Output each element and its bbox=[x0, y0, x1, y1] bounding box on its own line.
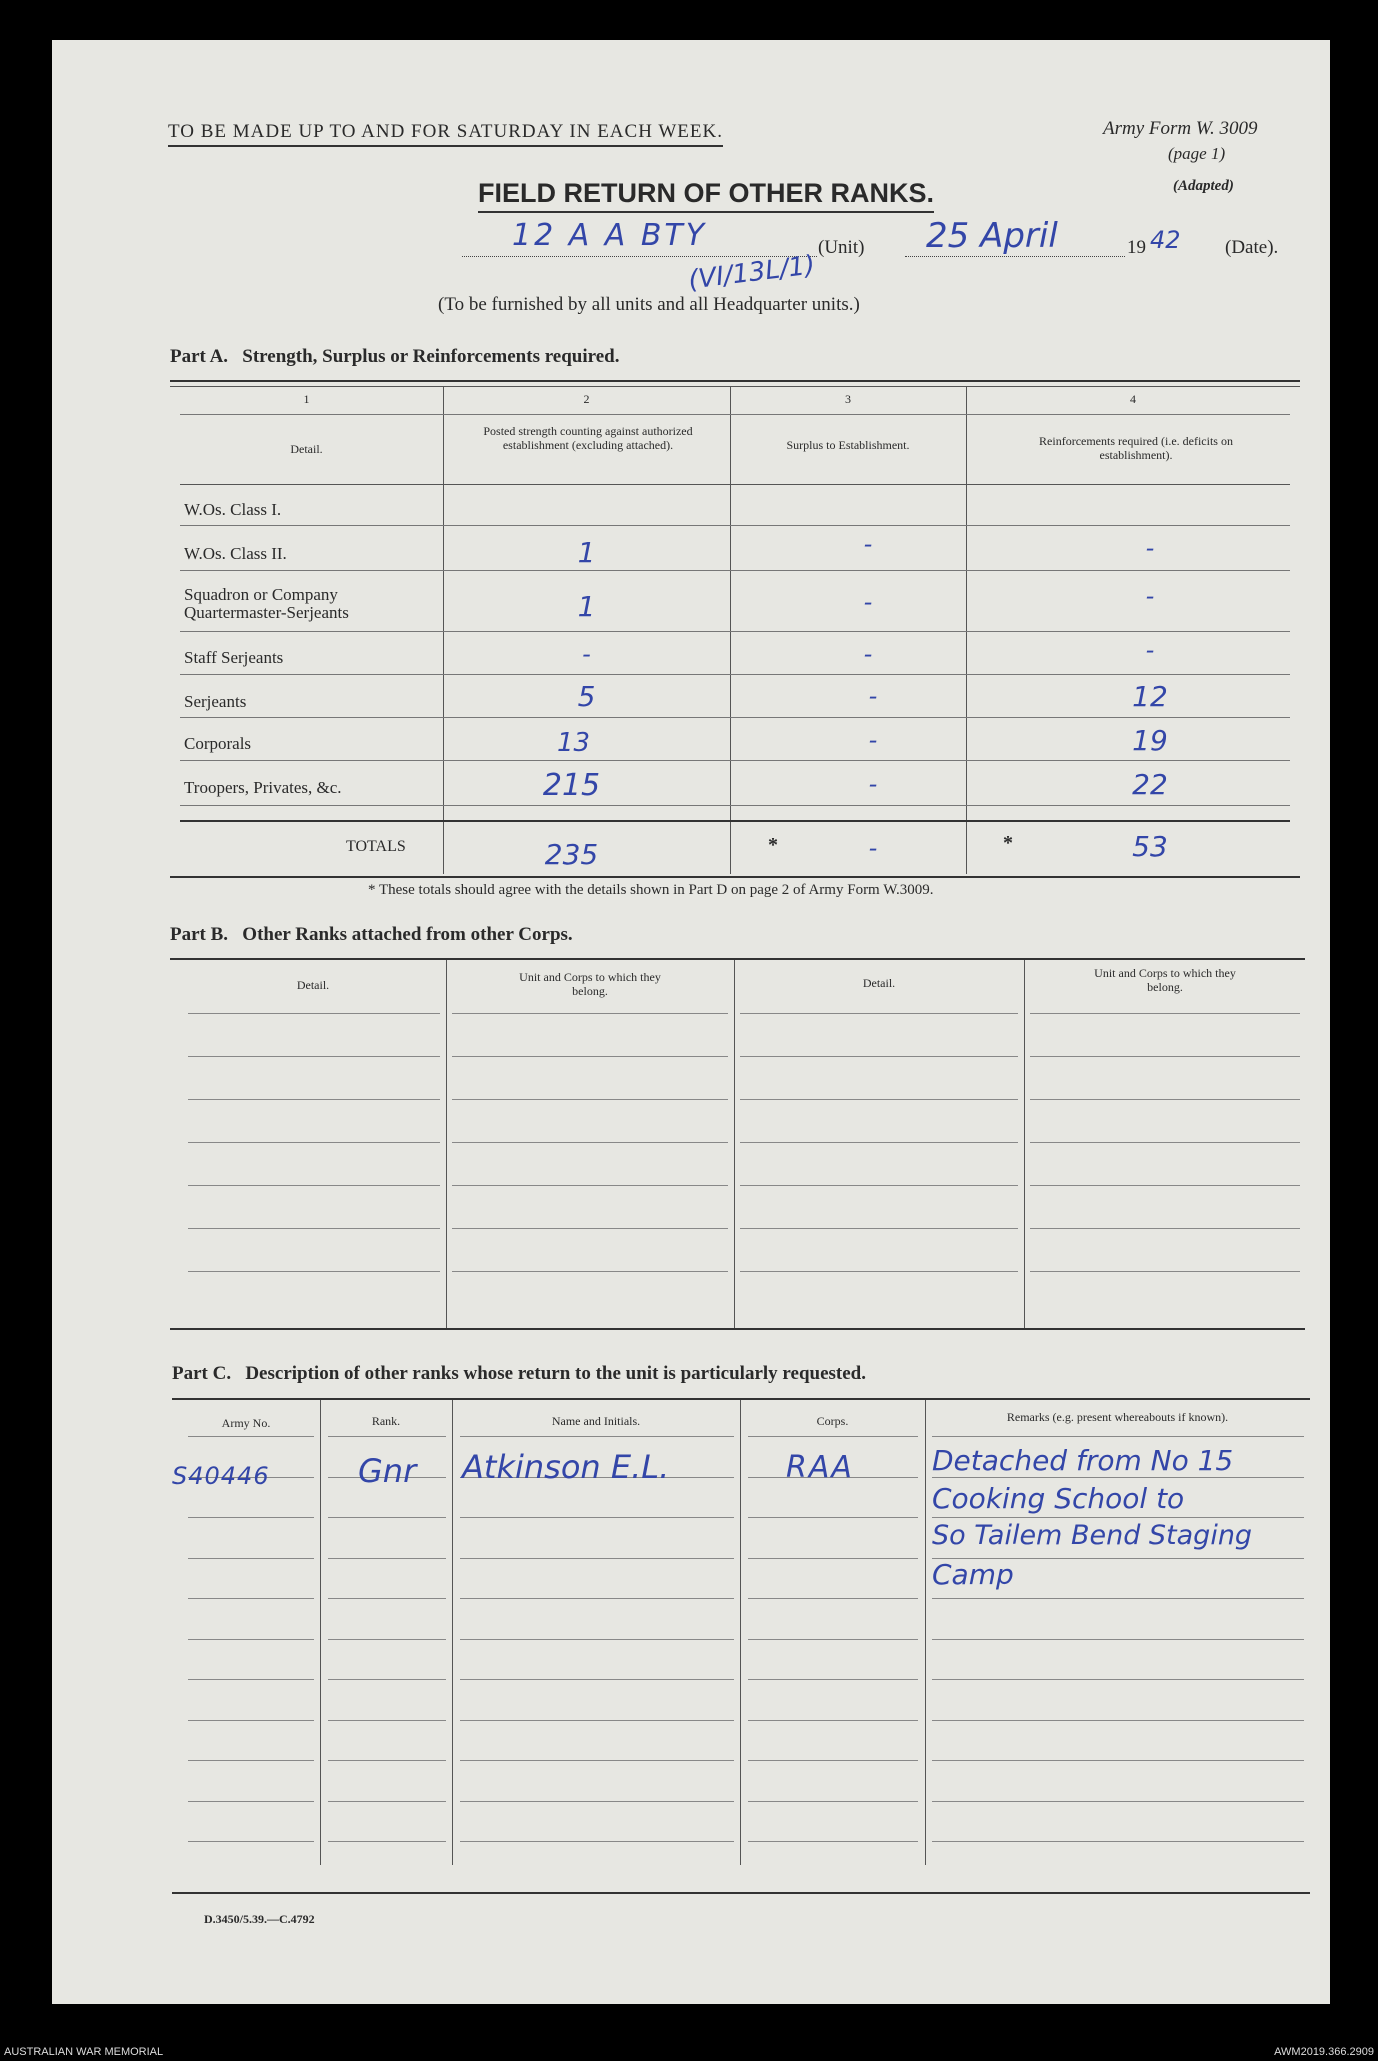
entry-rank: Gnr bbox=[358, 1452, 417, 1490]
reinf-cqms: - bbox=[1145, 582, 1155, 610]
entry-army-no: S40446 bbox=[172, 1462, 270, 1490]
ruled-line bbox=[188, 1142, 440, 1143]
part-c-col-div-3 bbox=[740, 1400, 741, 1865]
form-instruction: TO BE MADE UP TO AND FOR SATURDAY IN EACH WEEK. bbox=[168, 121, 723, 147]
entry-remarks-line-1: Detached from No 15 bbox=[932, 1444, 1234, 1477]
part-b-header-detail-1: Detail. bbox=[296, 978, 330, 992]
part-c-bottom-rule bbox=[172, 1892, 1310, 1894]
surplus-wo-class-2: - bbox=[863, 530, 873, 558]
form-paper bbox=[52, 40, 1330, 2004]
reinf-corporals: 19 bbox=[1132, 724, 1168, 757]
surplus-corporals: - bbox=[868, 726, 878, 754]
col-number-4: 4 bbox=[1130, 392, 1136, 406]
row-rule bbox=[180, 717, 1290, 718]
totals-surplus: - bbox=[868, 834, 878, 862]
adapted-note: (Adapted) bbox=[1173, 178, 1234, 194]
totals-asterisk-reinf: * bbox=[1003, 832, 1013, 854]
part-c-col-div-1 bbox=[320, 1400, 321, 1865]
ruled-line bbox=[932, 1639, 1304, 1640]
part-a-header-rule bbox=[180, 484, 1290, 485]
print-code: D.3450/5.39.—C.4792 bbox=[204, 1912, 315, 1926]
row-rule bbox=[180, 760, 1290, 761]
ruled-line bbox=[460, 1436, 734, 1437]
page-number: (page 1) bbox=[1168, 144, 1226, 163]
posted-troopers: 215 bbox=[542, 768, 601, 803]
ruled-line bbox=[460, 1720, 734, 1721]
row-label-cqms: Squadron or Company Quartermaster-Serjeants bbox=[184, 585, 349, 622]
ruled-line bbox=[748, 1558, 918, 1559]
ruled-line bbox=[452, 1142, 728, 1143]
ruled-line bbox=[328, 1517, 446, 1518]
row-label-wo-class-1: W.Os. Class I. bbox=[184, 500, 282, 519]
army-form-number: Army Form W. 3009 bbox=[1103, 118, 1258, 139]
posted-wo-class-2: 1 bbox=[577, 536, 596, 569]
part-b-bottom-rule bbox=[170, 1328, 1305, 1330]
ruled-line bbox=[460, 1801, 734, 1802]
row-label-troopers: Troopers, Privates, &c. bbox=[184, 778, 342, 797]
part-a-heading: Part A. Strength, Surplus or Reinforcements required. bbox=[170, 346, 620, 367]
col-header-reinforcements: Reinforcements required (i.e. deficits on establishment). bbox=[1039, 434, 1233, 462]
part-c-header-remarks: Remarks (e.g. present whereabouts if known). bbox=[1006, 1410, 1229, 1424]
ruled-line bbox=[932, 1517, 1304, 1518]
ruled-line bbox=[188, 1099, 440, 1100]
ruled-line bbox=[1030, 1228, 1300, 1229]
part-b-top-rule bbox=[170, 958, 1305, 960]
ruled-line bbox=[452, 1228, 728, 1229]
totals-top-rule bbox=[180, 820, 1290, 822]
part-a-col-div-3 bbox=[966, 386, 967, 874]
footer-right: AWM2019.366.2909 bbox=[1274, 2046, 1374, 2058]
ruled-line bbox=[328, 1760, 446, 1761]
ruled-line bbox=[932, 1841, 1304, 1842]
ruled-line bbox=[740, 1185, 1018, 1186]
part-b-header-unit-2: Unit and Corps to which they belong. bbox=[1094, 966, 1236, 994]
ruled-line bbox=[188, 1517, 314, 1518]
ruled-line bbox=[460, 1679, 734, 1680]
ruled-line bbox=[188, 1801, 314, 1802]
ruled-line bbox=[740, 1099, 1018, 1100]
year-prefix: 19 bbox=[1127, 237, 1146, 258]
form-title: FIELD RETURN OF OTHER RANKS. bbox=[478, 178, 934, 213]
ruled-line bbox=[1030, 1185, 1300, 1186]
ruled-line bbox=[460, 1558, 734, 1559]
part-c-header-rank: Rank. bbox=[371, 1414, 401, 1428]
ruled-line bbox=[748, 1598, 918, 1599]
ruled-line bbox=[740, 1228, 1018, 1229]
part-a-footnote: * These totals should agree with the details shown in Part D on page 2 of Army Form W.3009. bbox=[368, 882, 934, 898]
row-rule bbox=[180, 631, 1290, 632]
surplus-serjeants: - bbox=[868, 682, 878, 710]
ruled-line bbox=[188, 1013, 440, 1014]
part-a-top-rule-2 bbox=[170, 386, 1300, 387]
posted-cqms: 1 bbox=[577, 590, 596, 623]
ruled-line bbox=[932, 1436, 1304, 1437]
ruled-line bbox=[748, 1679, 918, 1680]
row-rule bbox=[180, 570, 1290, 571]
ruled-line bbox=[328, 1639, 446, 1640]
entry-remarks-line-2: Cooking School to bbox=[932, 1482, 1185, 1515]
row-label-corporals: Corporals bbox=[184, 734, 252, 753]
part-b-heading: Part B. Other Ranks attached from other Corps. bbox=[170, 924, 573, 945]
posted-serjeants: 5 bbox=[577, 680, 596, 713]
ruled-line bbox=[932, 1598, 1304, 1599]
ruled-line bbox=[932, 1760, 1304, 1761]
row-rule bbox=[180, 525, 1290, 526]
surplus-troopers: - bbox=[868, 770, 878, 798]
unit-code: (VI/13L/1) bbox=[686, 250, 817, 296]
totals-asterisk-surplus: * bbox=[768, 834, 778, 856]
ruled-line bbox=[460, 1598, 734, 1599]
posted-staff-serjeants: - bbox=[582, 640, 591, 668]
reinf-troopers: 22 bbox=[1132, 768, 1168, 801]
part-c-col-div-2 bbox=[452, 1400, 453, 1865]
furnish-note: (To be furnished by all units and all Headquarter units.) bbox=[438, 294, 860, 315]
ruled-line bbox=[188, 1558, 314, 1559]
ruled-line bbox=[748, 1517, 918, 1518]
entry-remarks-line-3: So Tailem Bend Staging bbox=[932, 1520, 1253, 1551]
col-number-3: 3 bbox=[845, 392, 851, 406]
ruled-line bbox=[1030, 1099, 1300, 1100]
part-a-col-div-2 bbox=[730, 386, 731, 874]
ruled-line bbox=[1030, 1013, 1300, 1014]
part-b-col-div-3 bbox=[1024, 960, 1025, 1330]
ruled-line bbox=[188, 1598, 314, 1599]
ruled-line bbox=[328, 1801, 446, 1802]
part-c-header-corps: Corps. bbox=[816, 1414, 849, 1428]
row-rule bbox=[180, 674, 1290, 675]
ruled-line bbox=[188, 1639, 314, 1640]
ruled-line bbox=[740, 1013, 1018, 1014]
part-b-col-div-1 bbox=[446, 960, 447, 1330]
unit-label: (Unit) bbox=[818, 237, 865, 258]
ruled-line bbox=[748, 1720, 918, 1721]
ruled-line bbox=[328, 1720, 446, 1721]
ruled-line bbox=[1030, 1056, 1300, 1057]
ruled-line bbox=[740, 1142, 1018, 1143]
col-header-posted: Posted strength counting against authorized establishment (excluding attached). bbox=[483, 424, 693, 452]
ruled-line bbox=[188, 1228, 440, 1229]
totals-reinf: 53 bbox=[1132, 830, 1168, 863]
ruled-line bbox=[452, 1271, 728, 1272]
date-underline bbox=[905, 256, 1125, 257]
part-c-col-div-4 bbox=[925, 1400, 926, 1865]
ruled-line bbox=[932, 1679, 1304, 1680]
part-a-number-rule bbox=[180, 414, 1290, 415]
entry-name: Atkinson E.L. bbox=[462, 1448, 670, 1486]
ruled-line bbox=[740, 1056, 1018, 1057]
ruled-line bbox=[740, 1271, 1018, 1272]
date-value: 25 April bbox=[926, 216, 1058, 256]
ruled-line bbox=[328, 1679, 446, 1680]
ruled-line bbox=[932, 1801, 1304, 1802]
reinf-staff-serjeants: - bbox=[1145, 636, 1155, 664]
part-c-header-army-no: Army No. bbox=[221, 1416, 271, 1430]
totals-posted: 235 bbox=[544, 838, 599, 871]
ruled-line bbox=[452, 1099, 728, 1100]
entry-remarks-line-4: Camp bbox=[932, 1558, 1014, 1591]
ruled-line bbox=[748, 1801, 918, 1802]
col-number-1: 1 bbox=[303, 392, 310, 406]
part-a-top-rule bbox=[170, 380, 1300, 382]
ruled-line bbox=[460, 1517, 734, 1518]
reinf-wo-class-2: - bbox=[1145, 534, 1155, 562]
year-suffix: 42 bbox=[1150, 226, 1181, 254]
surplus-cqms: - bbox=[863, 588, 873, 616]
ruled-line bbox=[460, 1760, 734, 1761]
part-a-bottom-rule bbox=[170, 876, 1300, 878]
col-number-2: 2 bbox=[583, 392, 590, 406]
ruled-line bbox=[748, 1436, 918, 1437]
surplus-staff-serjeants: - bbox=[863, 640, 873, 668]
ruled-line bbox=[1030, 1142, 1300, 1143]
row-label-serjeants: Serjeants bbox=[184, 692, 247, 711]
ruled-line bbox=[328, 1436, 446, 1437]
ruled-line bbox=[1030, 1271, 1300, 1272]
ruled-line bbox=[328, 1841, 446, 1842]
ruled-line bbox=[748, 1639, 918, 1640]
ruled-line bbox=[328, 1558, 446, 1559]
ruled-line bbox=[188, 1185, 440, 1186]
part-b-col-div-2 bbox=[734, 960, 735, 1330]
col-header-detail: Detail. bbox=[290, 442, 323, 456]
footer-left: AUSTRALIAN WAR MEMORIAL bbox=[4, 2046, 164, 2058]
ruled-line bbox=[460, 1639, 734, 1640]
entry-corps: RAA bbox=[786, 1450, 854, 1485]
ruled-line bbox=[188, 1271, 440, 1272]
part-c-header-name: Name and Initials. bbox=[551, 1414, 641, 1428]
ruled-line bbox=[188, 1056, 440, 1057]
ruled-line bbox=[188, 1436, 314, 1437]
row-label-staff-serjeants: Staff Serjeants bbox=[184, 648, 284, 667]
ruled-line bbox=[188, 1841, 314, 1842]
posted-corporals: 13 bbox=[556, 728, 591, 758]
ruled-line bbox=[452, 1056, 728, 1057]
totals-label: TOTALS bbox=[346, 838, 406, 855]
ruled-line bbox=[452, 1185, 728, 1186]
ruled-line bbox=[328, 1598, 446, 1599]
ruled-line bbox=[748, 1760, 918, 1761]
ruled-line bbox=[748, 1841, 918, 1842]
ruled-line bbox=[460, 1841, 734, 1842]
ruled-line bbox=[188, 1720, 314, 1721]
ruled-line bbox=[452, 1013, 728, 1014]
part-c-top-rule bbox=[172, 1398, 1310, 1400]
reinf-serjeants: 12 bbox=[1132, 680, 1168, 713]
ruled-line bbox=[188, 1679, 314, 1680]
row-rule bbox=[180, 805, 1290, 806]
col-header-surplus: Surplus to Establishment. bbox=[786, 438, 910, 452]
part-b-header-unit-1: Unit and Corps to which they belong. bbox=[519, 970, 661, 998]
part-b-header-detail-2: Detail. bbox=[862, 976, 896, 990]
row-label-wo-class-2: W.Os. Class II. bbox=[184, 544, 287, 563]
part-c-heading: Part C. Description of other ranks whose return to the unit is particularly requested. bbox=[172, 1363, 866, 1384]
ruled-line bbox=[932, 1720, 1304, 1721]
ruled-line bbox=[188, 1760, 314, 1761]
date-label: (Date). bbox=[1225, 237, 1279, 258]
unit-value: 12 A A BTY bbox=[512, 218, 708, 253]
